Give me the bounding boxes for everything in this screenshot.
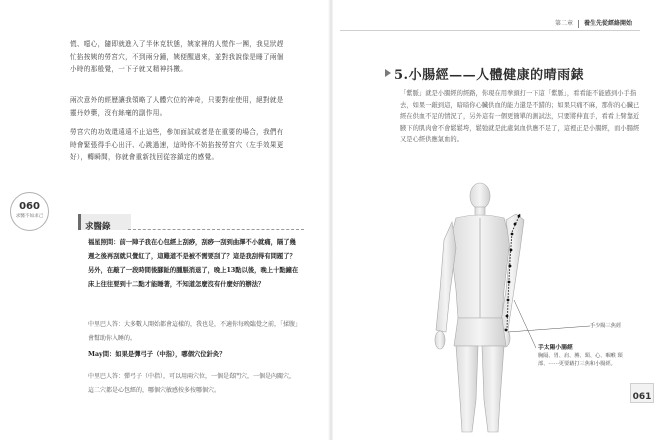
- label-meridian-box: [538, 344, 628, 368]
- body-paragraph-3: 勞宮穴的功效還遠遠不止這些，參加面試或者是在重要的場合，我們有時會緊張得手心出汗、心跳過速，這時你不妨掐按勞宮穴（左手效果更好），轉瞬間，你就會重新找回從容鎮定的感覺。: [70, 128, 284, 162]
- question-1: 福星照問：前一陣子我在心包經上刮痧，刮痧一刮到曲澤不小就痛，隔了幾週之後再刮就只覺紅了，這難道不是被不需要刮了？這是我刮得有問題了？另外，在敲了一段時間後腳趾的腫脹消退了，晚上13點以後，晚上十點鐘在床上往往要到十二點才能睡著，不知道怎麼沒有什麼好的辦法？: [88, 239, 299, 288]
- label-hand-point-text: 手少陽三焦經: [590, 323, 622, 329]
- header-chapter: 第二章: [555, 20, 574, 27]
- body-paragraph-1: 慌、噁心，隨即就進入了半休克狀態，姨家裡的人慌作一團，我見狀趕忙掐按姨的勞宮穴，不到兩分鐘，姨便醒過來，並對我說像是睡了兩個小時的那般覺，一下子就又精神抖擻。: [70, 40, 284, 74]
- answer-1: 中里巴人答：大多數人開始都會這樣的，我也是，不適你每晚臨覺之前，「揉腹」會幫助你入睡的。: [88, 321, 299, 342]
- quiz-heading: 求醫錄: [85, 222, 111, 232]
- answer-2: 中里巴人答：彈弓子（中指），可以用兩穴位，一個是郄門穴，一個是內關穴，這二穴都是心包經的，哪個穴敏感按多按哪個穴。: [88, 373, 296, 394]
- folio-number: 061: [632, 392, 652, 402]
- right-body-paragraph: 「紫脈」就是小腸經的經路，你現在用拳頭打一下這「紫脈」，看看能不能感到小手指去，如果一敲到這，暗暗你心臟供血的能力還是不錯的；如果只痛不麻，那你的心臟已經在供血不足的情況了，另外這有一個更簡單的測試法，只要將伸直手，看看上臂靠近腋下的肌肉會不會鬆鬆垮，鬆弛就是此處氣血供應不足了，這裡正是小腸經，而小腸經又是心經供應氣血的。: [400, 90, 640, 144]
- question-2: May問：如果是彈弓子（中指），哪個穴位針灸？: [88, 351, 226, 358]
- body-paragraph-2: 兩次意外的經歷讓我領略了人體穴位的神奇，只要對症使用，絕對就是靈丹妙藥，沒有絲毫的副作用。: [70, 96, 284, 117]
- page-number-subtitle: 求醫不如求己: [15, 214, 44, 219]
- page-number: 060: [19, 201, 40, 212]
- label-hand-point: [590, 322, 621, 330]
- label-leader-meridian: [514, 300, 536, 348]
- section-title: 5.小腸經——人體健康的晴雨錶: [394, 68, 585, 83]
- header-title: 養生先從經絡開始: [584, 20, 633, 27]
- label-meridian-title: 手太陽小腸經: [538, 345, 573, 351]
- folio-box: [630, 383, 654, 403]
- label-meridian-desc: 胸隔、胃、肩、膊、頸、心、咽喉 頸部、⋯⋯更要藉打三焦和小腸經。: [538, 353, 623, 367]
- label-leader-hand: [508, 326, 590, 332]
